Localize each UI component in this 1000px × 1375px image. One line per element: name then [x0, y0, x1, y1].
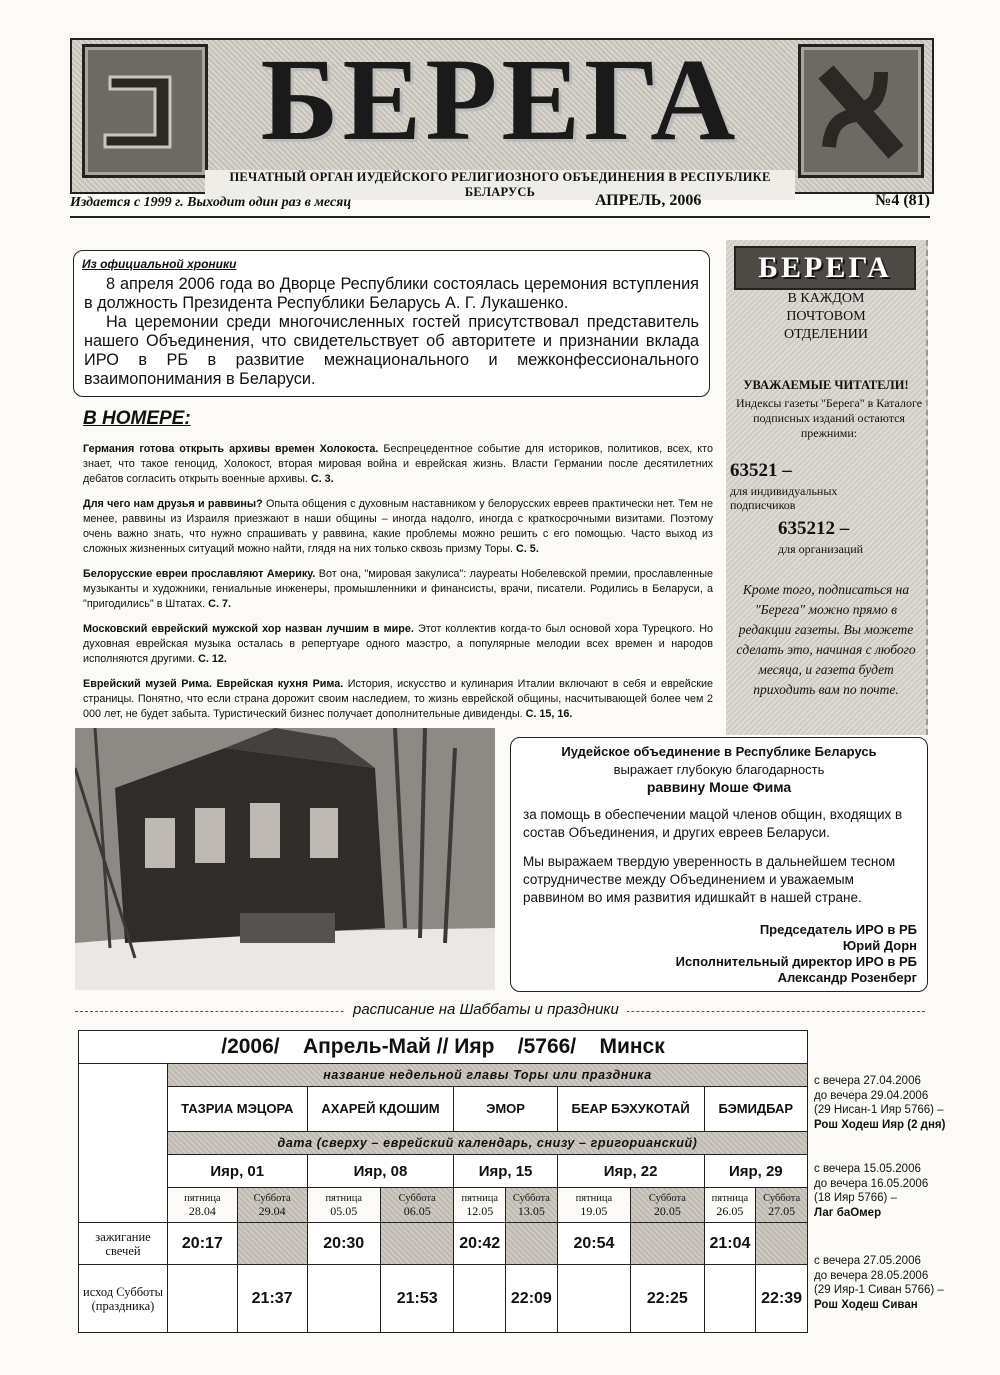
jewish-date: Ияр, 22: [557, 1155, 704, 1188]
issue-item: Для чего нам друзья и раввины? Опыта общения с духовным наставником у белорусских евреев практически нет. Тем не менее, раввины из Израиля приезжают в наши общины – иногда надолго, иногда с краткосрочными визитами. Поэтому очень важно знать, что нужно спрашивать у раввина, какие проблемы можно решить с его помощью. Часто выход из сложных жизненных ситуаций можно найти, глядя на них только сквозь призму Торы. С. 5.: [83, 498, 713, 555]
candle-time: 20:17: [168, 1223, 238, 1265]
parsha-name: БЭМИДБАР: [704, 1087, 807, 1132]
signature-title: Председатель ИРО в РБ: [759, 922, 917, 937]
ad-logo: БЕРЕГА: [734, 246, 916, 290]
saturday-date: Суббота 27.05: [756, 1188, 808, 1223]
friday-date: пятница 26.05: [704, 1188, 756, 1223]
candle-time: 20:42: [454, 1223, 506, 1265]
shabbat-end-time: 21:37: [237, 1265, 307, 1333]
ad-post-office: В КАЖДОМ ПОЧТОВОМ ОТДЕЛЕНИИ: [783, 291, 869, 342]
holiday-note: с вечера 27.04.2006 до вечера 29.04.2006 (29 Нисан-1 Ияр 5766) – Рош Ходеш Ияр (2 дня): [814, 1075, 946, 1131]
date-band: дата (сверху – еврейский календарь, снизу – григорианский): [168, 1132, 808, 1155]
chronicle-paragraph: На церемонии среди многочисленных гостей присутствовал представитель нашего Объединения, что свидетельствует об авторитете и признании вклада ИРО в РБ в развитие межнационального и межконфессионального взаимопонимания в Беларуси.: [84, 313, 699, 388]
empty-cell: [307, 1265, 380, 1333]
issue-item: Германия готова открыть архивы времен Холокоста. Беспрецедентное событие для историков, политиков, всех, кто знает, что такое геноцид, Холокост, вторая мировая война и еврейская жизнь. Власти Германии после десятилетних дебатов согласить открыть военные архивы. С. 3.: [83, 443, 713, 485]
empty-cell: [237, 1223, 307, 1265]
friday-date: пятница 28.04: [168, 1188, 238, 1223]
schedule-caption: расписание на Шаббаты и праздники: [345, 1001, 627, 1018]
friday-date: пятница 19.05: [557, 1188, 630, 1223]
subscription-ad: [726, 240, 928, 735]
candle-time: 20:30: [307, 1223, 380, 1265]
saturday-date: Суббота 06.05: [380, 1188, 453, 1223]
shabbat-end-time: 22:39: [756, 1265, 808, 1333]
gratitude-paragraph: Мы выражаем твердую уверенность в дальнейшем тесном сотрудничестве между Объединением и уважаемым раввином во имя развития идишкайт в нашей стране.: [523, 854, 896, 905]
saturday-date: Суббота 29.04: [237, 1188, 307, 1223]
ad-indexes-text: Индексы газеты "Берега" в Каталоге подписных изданий остаются прежними:: [735, 396, 923, 440]
empty-corner: [79, 1064, 168, 1223]
friday-date: пятница 05.05: [307, 1188, 380, 1223]
empty-cell: [704, 1265, 756, 1333]
empty-cell: [756, 1223, 808, 1265]
chronicle-heading: Из официальной хроники: [82, 257, 237, 271]
shabbat-end-label: исход Субботы (праздника): [79, 1265, 168, 1333]
candle-time: 21:04: [704, 1223, 756, 1265]
gratitude-box: [510, 737, 928, 992]
newspaper-subtitle: ПЕЧАТНЫЙ ОРГАН ИУДЕЙСКОГО РЕЛИГИОЗНОГО ОБЪЕДИНЕНИЯ В РЕСПУБЛИКЕ БЕЛАРУСЬ: [205, 170, 795, 200]
ad-index-individual: 63521 –: [730, 460, 792, 481]
signature-name: Александр Розенберг: [777, 970, 917, 985]
signature-title: Исполнительный директор ИРО в РБ: [675, 954, 917, 969]
gratitude-line: выражает глубокую благодарность: [613, 762, 825, 777]
parsha-name: БЕАР БЭХУКОТАЙ: [557, 1087, 704, 1132]
candle-time: 20:54: [557, 1223, 630, 1265]
schedule-header: /2006/ Апрель-Май // Ияр /5766/ Минск: [79, 1031, 808, 1064]
ad-index-individual-label: для индивидуальных подписчиков: [730, 484, 838, 512]
alef-letter-icon: [798, 44, 924, 178]
shabbat-end-time: 22:09: [506, 1265, 558, 1333]
jewish-date: Ияр, 15: [454, 1155, 557, 1188]
ad-index-org-label: для организаций: [778, 542, 864, 556]
empty-cell: [454, 1265, 506, 1333]
ad-index-org: 635212 –: [778, 518, 850, 539]
gratitude-rabbi: раввину Моше Фима: [646, 779, 792, 795]
in-issue-list: [83, 442, 713, 732]
issue-number: №4 (81): [875, 192, 930, 209]
candle-lighting-label: зажигание свечей: [79, 1223, 168, 1265]
parsha-band: название недельной главы Торы или праздника: [168, 1064, 808, 1087]
shabbat-end-time: 22:25: [631, 1265, 704, 1333]
issue-date: АПРЕЛЬ, 2006: [595, 192, 702, 209]
issue-item: Московский еврейский мужской хор назван лучшим в мире. Этот коллектив когда-то был основой хора Турецкого. Но духовная еврейская музыка осталась в репертуаре одного маэстро, а популярные мелодии всех времен и народов исполняются другими. С. 12.: [83, 623, 713, 665]
shabbat-end-time: 21:53: [380, 1265, 453, 1333]
chronicle-paragraph: 8 апреля 2006 года во Дворце Республики состоялась церемония вступления в должность Президента Республики Беларусь А. Г. Лукашенко.: [84, 275, 699, 312]
ad-readers: УВАЖАЕМЫЕ ЧИТАТЕЛИ!: [743, 378, 909, 392]
friday-date: пятница 12.05: [454, 1188, 506, 1223]
building-photo: [75, 728, 495, 990]
empty-cell: [506, 1223, 558, 1265]
parsha-name: АХАРЕЙ КДОШИМ: [307, 1087, 454, 1132]
parsha-name: ЭМОР: [454, 1087, 557, 1132]
gratitude-org: Иудейское объединение в Республике Беларусь: [561, 744, 877, 759]
holiday-note: с вечера 15.05.2006 до вечера 16.05.2006 (18 Ияр 5766) – Лаг баОмер: [814, 1163, 929, 1219]
newspaper-title: БЕРЕГА: [260, 34, 740, 165]
issue-info-line: [70, 192, 930, 218]
jewish-date: Ияр, 29: [704, 1155, 807, 1188]
in-issue-heading: В НОМЕРЕ:: [83, 408, 191, 429]
empty-cell: [380, 1223, 453, 1265]
saturday-date: Суббота 13.05: [506, 1188, 558, 1223]
empty-cell: [168, 1265, 238, 1333]
jewish-date: Ияр, 01: [168, 1155, 308, 1188]
shabbat-schedule-table: [78, 1030, 808, 1333]
issue-item: Белорусские евреи прославляют Америку. Вот она, "мировая закулиса": лауреаты Нобелевской премии, прославленные музыканты и художники, гениальные инженеры, промышленники и финансисты, врачи, писатели. Родились в Беларуси, а "пригодились" в Штатах. С. 7.: [83, 568, 713, 610]
chronicle-box: [73, 250, 710, 397]
empty-cell: [631, 1223, 704, 1265]
empty-cell: [557, 1265, 630, 1333]
saturday-date: Суббота 20.05: [631, 1188, 704, 1223]
ad-subscribe-text: Кроме того, подписаться на "Берега" можно прямо в редакции газеты. Вы можете сделать это, начиная с любого месяца, и газета будет приходить вам по почте.: [736, 582, 916, 697]
signature-name: Юрий Дорн: [842, 938, 917, 953]
issue-item: Еврейский музей Рима. Еврейская кухня Рима. История, искусство и кулинария Италии включают в себя и еврейские страницы. Понятно, что если страна дорожит своим наследием, то жизнь еврейской общины, насчитывающей более чем 2 000 лет, не будет забыта. Туристический бизнес получает дополнительные дивиденды. С. 15, 16.: [83, 678, 713, 720]
holiday-note: с вечера 27.05.2006 до вечера 28.05.2006 (29 Ияр-1 Сиван 5766) – Рош Ходеш Сиван: [814, 1255, 944, 1311]
jewish-date: Ияр, 08: [307, 1155, 454, 1188]
publication-frequency: Издается с 1999 г. Выходит один раз в месяц: [70, 195, 352, 210]
gratitude-paragraph: за помощь в обеспечении мацой членов общин, входящих в состав Объединения, и других евреев Беларуси.: [523, 807, 903, 840]
parsha-name: ТАЗРИА МЭЦОРА: [168, 1087, 308, 1132]
bet-letter-icon: [82, 44, 208, 178]
